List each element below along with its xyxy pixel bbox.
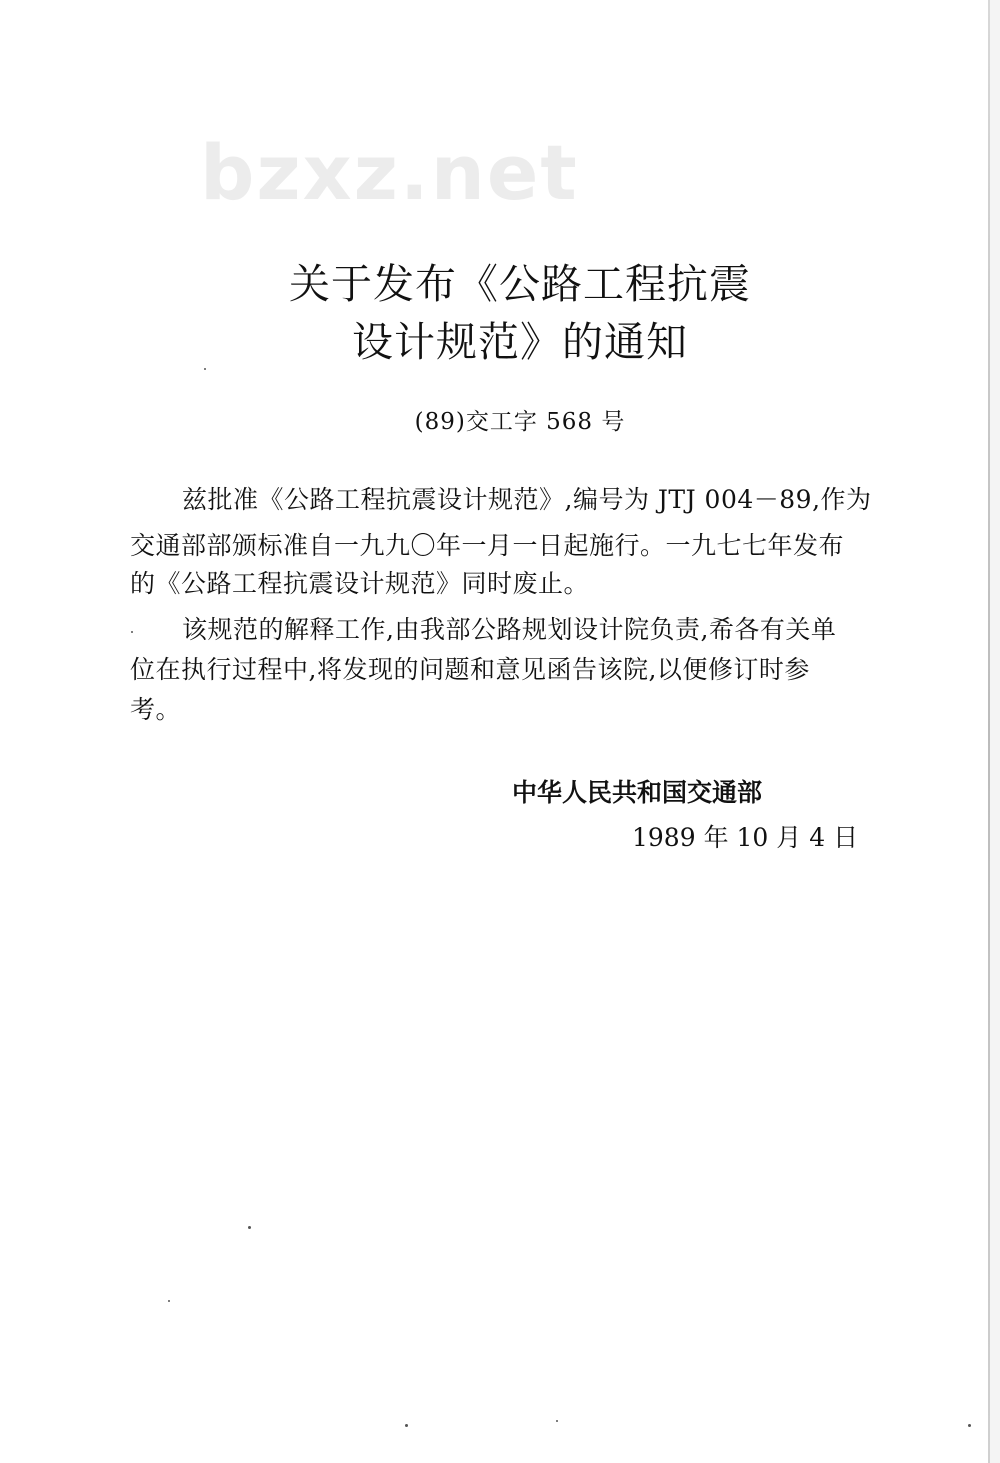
paragraph-1-line-3: 的《公路工程抗震设计规范》同时废止。 [130,569,590,598]
page-edge-shadow [990,0,1000,1463]
issuing-authority: 中华人民共和国交通部 [512,778,763,807]
title-line-2: 设计规范》的通知 [352,318,688,366]
scan-speck [168,1300,170,1302]
scan-speck [556,1420,558,1422]
scan-speck [968,1424,971,1427]
paragraph-2-line-3: 考。 [130,695,182,724]
scan-speck [204,368,206,370]
paragraph-1-line-2: 交通部部颁标准自一九九〇年一月一日起施行。一九七七年发布 [130,531,845,560]
scan-speck [248,1226,251,1229]
title-line-1: 关于发布《公路工程抗震 [289,260,751,308]
document-number: (89)交工字 568 号 [414,409,626,435]
watermark: bzxz.net [200,128,579,217]
scan-speck [405,1424,408,1427]
paragraph-2-line-2: 位在执行过程中,将发现的问题和意见函告该院,以便修订时参 [130,655,810,684]
issue-date: 1989 年 10 月 4 日 [632,823,859,852]
paragraph-2-line-1: 该规范的解释工作,由我部公路规划设计院负责,希各有关单 [182,615,837,644]
paragraph-1-line-1: 兹批准《公路工程抗震设计规范》,编号为 JTJ 004－89,作为 [182,485,872,514]
page-edge-line [988,0,990,1463]
scan-speck [131,631,133,633]
